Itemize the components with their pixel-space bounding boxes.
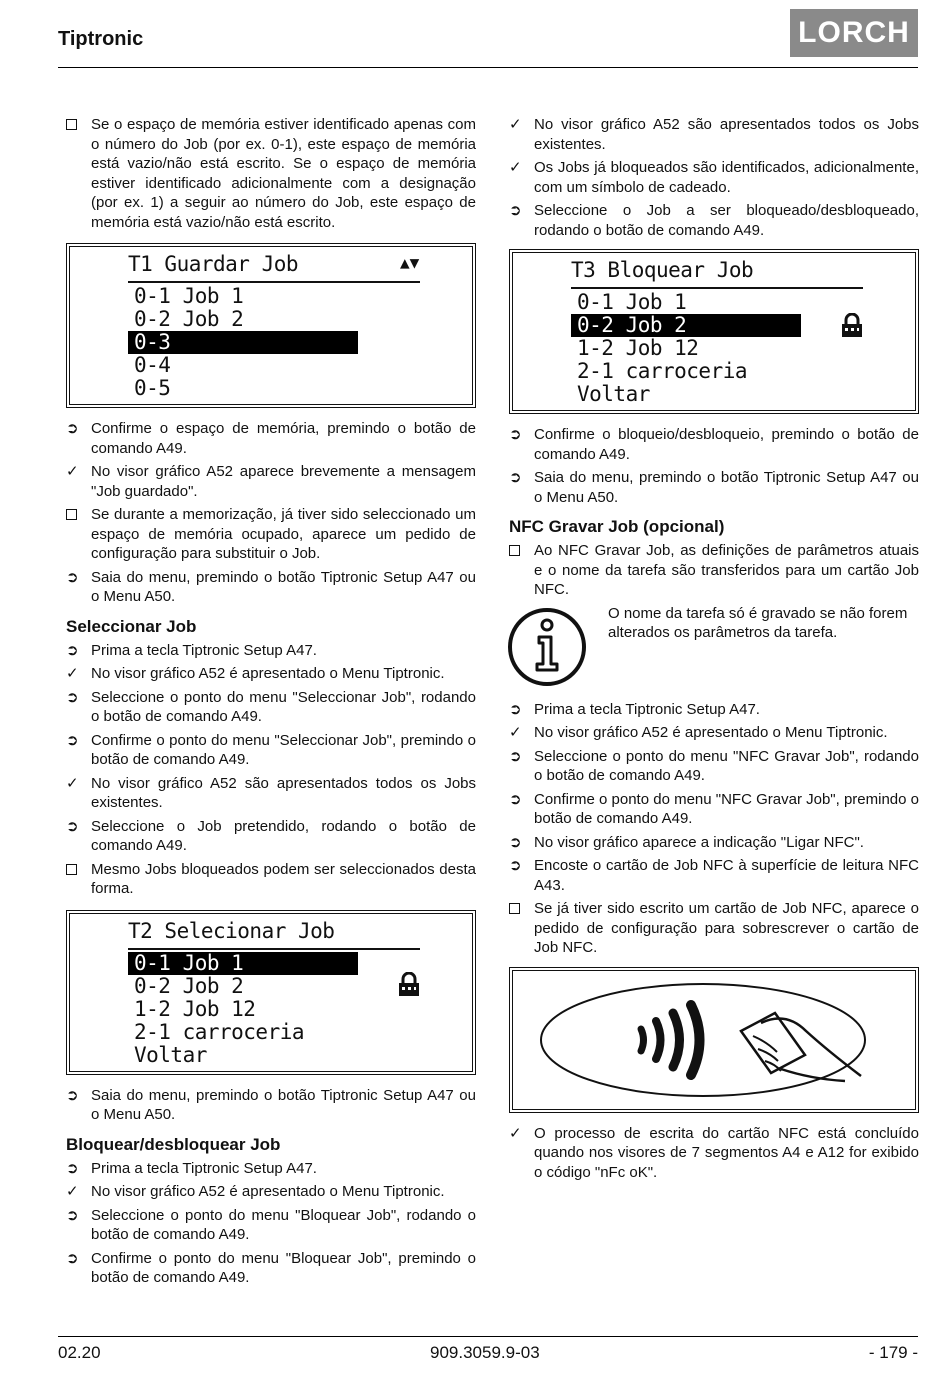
left-after1-list	[66, 419, 476, 607]
arrow-icon: ➲	[509, 857, 522, 874]
lcd-row: 0-1 Job 1	[134, 284, 244, 308]
lcd-title: T3 Bloquear Job	[571, 258, 754, 282]
list-item	[509, 201, 919, 240]
arrow-icon: ➲	[66, 1206, 79, 1224]
list-item	[509, 833, 919, 853]
scroll-arrows-icon: ▲▼	[400, 253, 420, 272]
nfc-intro-list	[509, 541, 919, 600]
arrow-icon: ➲	[66, 817, 79, 835]
list-item-text: Prima a tecla Tiptronic Setup A47.	[91, 1159, 317, 1177]
right-column	[509, 115, 919, 1186]
list-item-text: Saia do menu, premindo o botão Tiptronic Setup A47 ou o Menu A50.	[91, 568, 476, 605]
list-item-text: Seleccione o ponto do menu "Bloquear Job", rodando o botão de comando A49.	[91, 1206, 476, 1243]
nfc-illustration	[512, 970, 916, 1110]
lcd-selecionar-job	[69, 913, 473, 1072]
list-item	[509, 541, 919, 600]
list-item	[66, 462, 476, 501]
lock-list	[66, 1159, 476, 1288]
list-item-text: Se já tiver sido escrito um cartão de Job NFC, aparece o pedido de configuração para sobrescrever o cartão de Job NFC.	[534, 900, 919, 956]
lcd-row: 0-1 Job 1	[577, 290, 687, 314]
list-item-text: Se durante a memorização, já tiver sido seleccionado um espaço de memória ocupado, aparece um pedido de configuração para substituir o Job.	[91, 506, 476, 562]
list-item	[66, 731, 476, 770]
arrow-icon: ➲	[66, 1159, 79, 1177]
lorch-logo: LORCH	[790, 9, 918, 57]
list-item	[509, 747, 919, 786]
list-item	[66, 641, 476, 661]
list-item	[509, 1124, 919, 1183]
list-item-text: No visor gráfico aparece a indicação "Ligar NFC".	[534, 833, 864, 851]
select-list	[66, 641, 476, 899]
arrow-icon: ➲	[66, 641, 79, 659]
list-item	[66, 115, 476, 232]
info-text: O nome da tarefa só é gravado se não forem alterados os parâmetros da tarefa.	[608, 604, 908, 641]
checkbox-bullet-icon	[66, 505, 86, 526]
list-item	[509, 425, 919, 464]
list-item	[66, 419, 476, 458]
list-item	[66, 664, 476, 684]
list-item	[66, 505, 476, 564]
arrow-icon: ➲	[66, 568, 79, 586]
checkbox-bullet-icon	[509, 899, 529, 920]
list-item	[509, 468, 919, 507]
list-item-text: Confirme o bloqueio/desbloqueio, premindo o botão de comando A49.	[534, 426, 919, 463]
lcd-divider	[128, 948, 420, 950]
section-heading-nfc: NFC Gravar Job (opcional)	[509, 517, 725, 536]
list-item-text: No visor gráfico A52 é apresentado o Menu Tiptronic.	[91, 665, 445, 682]
footer-doc-number: 909.3059.9-03	[430, 1343, 540, 1362]
info-icon	[506, 606, 588, 688]
left-after2-list	[66, 1086, 476, 1125]
footer-date: 02.20	[58, 1343, 101, 1362]
checkmark-icon: ✓	[509, 159, 522, 176]
lcd-row-selected: 0-3	[128, 331, 358, 354]
list-item	[66, 1206, 476, 1245]
lcd-row: 0-4	[134, 353, 171, 377]
list-item-text: Seleccione o ponto do menu "Seleccionar Job", rodando o botão de comando A49.	[91, 688, 476, 725]
section-heading-select: Seleccionar Job	[66, 616, 197, 636]
header-rule	[58, 67, 918, 68]
list-item	[66, 1182, 476, 1202]
nfc-card-hand-icon	[513, 971, 917, 1109]
footer-page-number: - 179 -	[868, 1343, 918, 1362]
lcd-row: 1-2 Job 12	[134, 996, 256, 1021]
list-item-text: No visor gráfico A52 é apresentado o Menu Tiptronic.	[534, 724, 888, 741]
lcd-divider	[571, 287, 863, 289]
arrow-icon: ➲	[66, 1249, 79, 1267]
left-intro-list	[66, 115, 476, 232]
arrow-icon: ➲	[509, 833, 522, 851]
lcd-bloquear-job	[512, 252, 916, 411]
lcd-title: T1 Guardar Job	[128, 252, 299, 276]
list-item-text: O processo de escrita do cartão NFC está concluído quando nos visores de 7 segmentos A4 e A12 for exibido o código "nFc oK".	[534, 1124, 919, 1181]
checkmark-icon: ✓	[509, 724, 522, 741]
nfc-list	[509, 700, 919, 958]
list-item-text: Confirme o ponto do menu "NFC Gravar Job", premindo o botão de comando A49.	[534, 790, 919, 827]
list-item-text: No visor gráfico A52 são apresentados todos os Jobs existentes.	[534, 116, 919, 153]
info-note	[509, 604, 919, 694]
checkmark-icon: ✓	[509, 1124, 522, 1142]
arrow-icon: ➲	[66, 1086, 79, 1104]
lcd-row: 1-2 Job 12	[577, 336, 699, 360]
list-item	[509, 700, 919, 720]
checkmark-icon: ✓	[66, 463, 79, 480]
section-heading-lock: Bloquear/desbloquear Job	[66, 1134, 281, 1154]
list-item	[66, 817, 476, 856]
list-item-text: Saia do menu, premindo o botão Tiptronic Setup A47 ou o Menu A50.	[91, 1086, 476, 1123]
arrow-icon: ➲	[509, 426, 522, 443]
list-item-text: No visor gráfico A52 aparece brevemente a mensagem "Job guardado".	[91, 463, 476, 500]
right-top-list	[509, 115, 919, 240]
arrow-icon: ➲	[66, 731, 79, 749]
lcd-title: T2 Selecionar Job	[128, 918, 335, 943]
list-item	[509, 723, 919, 743]
list-item-text: Mesmo Jobs bloqueados podem ser seleccionados desta forma.	[91, 860, 476, 897]
list-item	[66, 688, 476, 727]
lcd-row: 2-1 carroceria	[134, 1019, 305, 1044]
list-item-text: No visor gráfico A52 é apresentado o Menu Tiptronic.	[91, 1183, 445, 1200]
header-title: Tiptronic	[58, 28, 144, 50]
lcd-guardar-job	[69, 246, 473, 405]
list-item	[66, 1159, 476, 1179]
final-list	[509, 1124, 919, 1183]
lcd-divider	[128, 281, 420, 283]
arrow-icon: ➲	[509, 747, 522, 765]
lcd-row: 0-2 Job 2	[134, 973, 244, 998]
list-item-text: Prima a tecla Tiptronic Setup A47.	[91, 641, 317, 659]
list-item	[509, 115, 919, 154]
checkmark-icon: ✓	[66, 774, 79, 792]
list-item-text: Se o espaço de memória estiver identificado apenas com o número do Job (por ex. 0-1), este espaço de memória está vazio/não está escrito. Se o espaço de memória estiver identificado adicionalmente com a designação (por ex. 1) a seguir ao número do Job, este espaço de memória está vazio/não está escrito.	[91, 116, 476, 231]
footer-rule	[58, 1336, 918, 1337]
list-item-text: Encoste o cartão de Job NFC à superfície de leitura NFC A43.	[534, 857, 919, 894]
list-item	[509, 899, 919, 958]
list-item-text: Confirme o espaço de memória, premindo o botão de comando A49.	[91, 420, 476, 457]
lcd-row: 0-2 Job 2	[134, 307, 244, 331]
arrow-icon: ➲	[509, 469, 522, 486]
list-item	[66, 1249, 476, 1288]
list-item-text: Seleccione o Job pretendido, rodando o botão de comando A49.	[91, 817, 476, 854]
checkbox-bullet-icon	[66, 115, 86, 136]
list-item	[66, 774, 476, 813]
lcd-row-selected: 0-1 Job 1	[128, 952, 358, 975]
checkmark-icon: ✓	[66, 665, 79, 682]
left-column	[66, 115, 476, 1292]
list-item-text: Saia do menu, premindo o botão Tiptronic Setup A47 ou o Menu A50.	[534, 469, 919, 506]
list-item	[509, 790, 919, 829]
padlock-icon	[396, 972, 422, 998]
list-item-text: Confirme o ponto do menu "Seleccionar Job", premindo o botão de comando A49.	[91, 731, 476, 768]
list-item	[509, 856, 919, 895]
list-item-text: Ao NFC Gravar Job, as definições de parâmetros atuais e o nome da tarefa são transferidos para um cartão Job NFC.	[534, 542, 919, 598]
list-item	[509, 158, 919, 197]
lcd-row: 0-5	[134, 376, 171, 400]
lcd-row: Voltar	[134, 1042, 207, 1067]
checkmark-icon: ✓	[66, 1183, 79, 1200]
lcd-row: 2-1 carroceria	[577, 359, 748, 383]
list-item	[66, 1086, 476, 1125]
padlock-icon	[839, 313, 865, 339]
list-item-text: No visor gráfico A52 são apresentados todos os Jobs existentes.	[91, 774, 476, 811]
arrow-icon: ➲	[66, 688, 79, 706]
list-item-text: Seleccione o ponto do menu "NFC Gravar Job", rodando o botão de comando A49.	[534, 747, 919, 784]
right-after3-list	[509, 425, 919, 507]
lcd-row-selected: 0-2 Job 2	[571, 314, 801, 337]
arrow-icon: ➲	[509, 700, 522, 718]
arrow-icon: ➲	[509, 790, 522, 808]
list-item-text: Os Jobs já bloqueados são identificados, adicionalmente, com um símbolo de cadeado.	[534, 159, 919, 196]
lcd-row: Voltar	[577, 382, 650, 406]
list-item	[66, 860, 476, 899]
list-item-text: Prima a tecla Tiptronic Setup A47.	[534, 700, 760, 718]
list-item-text: Seleccione o Job a ser bloqueado/desbloqueado, rodando o botão de comando A49.	[534, 202, 919, 239]
checkbox-bullet-icon	[66, 860, 86, 881]
arrow-icon: ➲	[66, 420, 79, 437]
checkbox-bullet-icon	[509, 541, 529, 562]
arrow-icon: ➲	[509, 202, 522, 219]
list-item-text: Confirme o ponto do menu "Bloquear Job", premindo o botão de comando A49.	[91, 1249, 476, 1286]
checkmark-icon: ✓	[509, 116, 522, 133]
list-item	[66, 568, 476, 607]
